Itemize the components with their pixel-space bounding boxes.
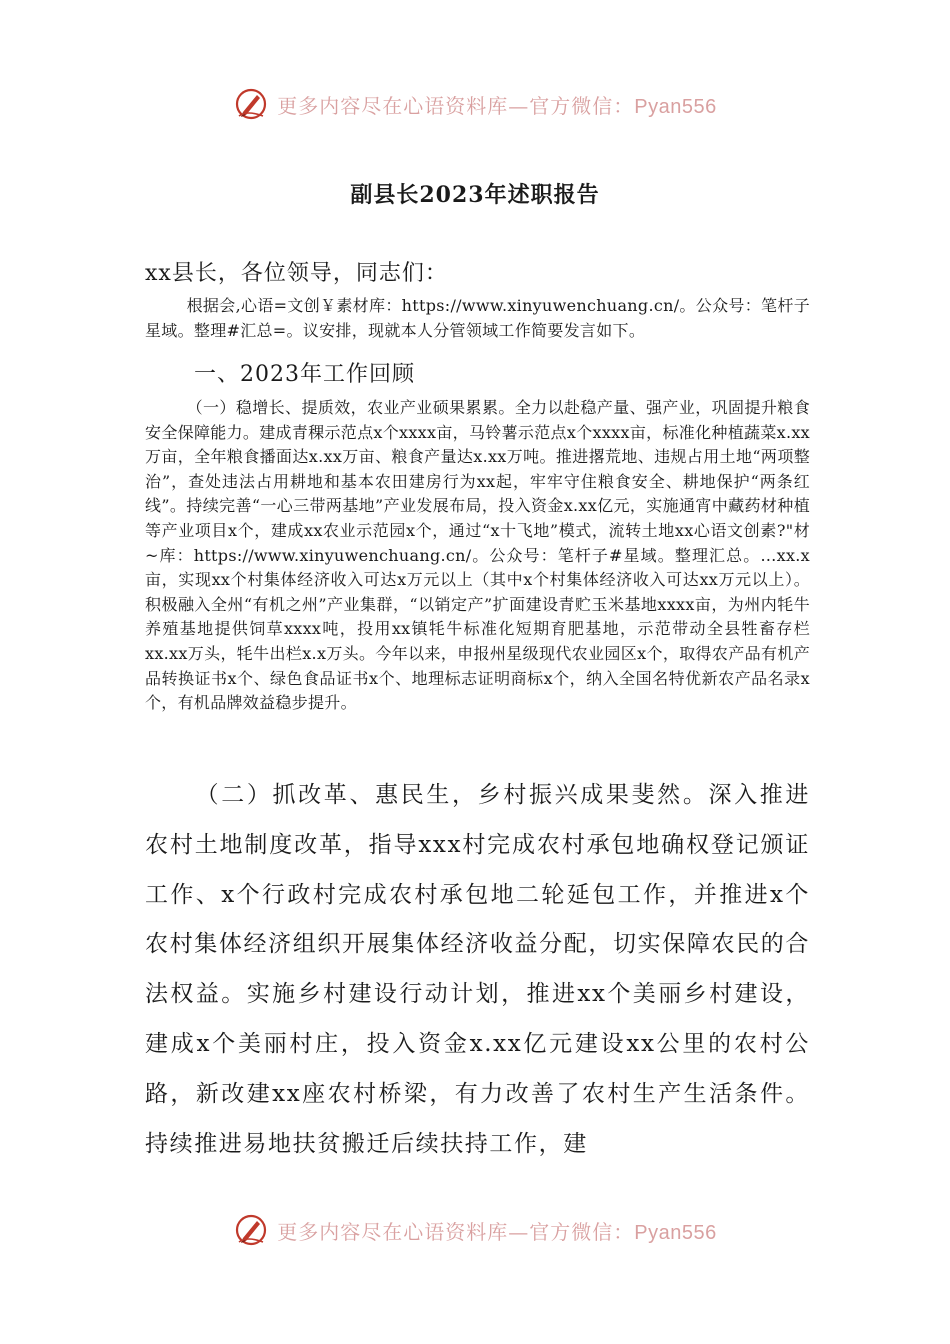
pen-circle-logo-icon [233, 1212, 269, 1248]
intro-paragraph: 根据会,心语=文创￥素材库：https://www.xinyuwenchuang.cn/。公众号：笔杆子星域。整理#汇总=。议安排，现就本人分管领域工作简要发言如下。 [145, 296, 810, 340]
body-paragraph-1: （一）稳增长、提质效，农业产业硕果累累。全力以赴稳产量、强产业，巩固提升粮食安全保障能力。建成青稞示范点x个xxxx亩，马铃薯示范点x个xxxx亩，标准化种植蔬菜x.xx万亩，全年粮食播面达x.xx万亩、粮食产量达x.xx万吨。推进撂荒地、违规占用土地“两项整治”，查处违法占用耕地和基本农田建房行为xx起，牢牢守住粮食安全、耕地保护“两条红线”。持续完善“一心三带两基地”产业发展布局，投入资金x.xx亿元，实施通宵中藏药材种植等产业项目x个，建成xx农业示范园x个，通过“x十飞地”模式，流转土地xx心语文创素?"材~库：https://www.xinyuwenchuang.cn/。公众号：笔杆子#星域。整理汇总。…xx.x亩，实现xx个村集体经济收入可达x万元以上（其中x个村集体经济收入可达xx万元以上）。积极融入全州“有机之州”产业集群，“以销定产”扩面建设青贮玉米基地xxxx亩，为州内牦牛养殖基地提供饲草xxxx吨，投用xx镇牦牛标准化短期育肥基地，示范带动全县牲畜存栏xx.xx万头，牦牛出栏x.x万头。今年以来，申报州星级现代农业园区x个，取得农产品有机产品转换证书x个、绿色食品证书x个、地理标志证明商标x个，纳入全国名特优新农产品名录x个，有机品牌效益稳步提升。 [145, 398, 810, 713]
section-heading: 一、2023年工作回顾 [194, 362, 415, 387]
watermark-text: 更多内容尽在心语资料库—官方微信：Pyan556 [277, 93, 717, 118]
header-watermark-banner [0, 82, 950, 126]
salutation: xx县长，各位领导，同志们： [145, 261, 448, 286]
watermark-text: 更多内容尽在心语资料库—官方微信：Pyan556 [277, 1219, 717, 1244]
document-title: 副县长2023年述职报告 [350, 182, 600, 208]
pen-circle-logo-icon [233, 86, 269, 122]
footer-watermark-banner [0, 1208, 950, 1252]
body-paragraph-2: （二）抓改革、惠民生，乡村振兴成果斐然。深入推进农村土地制度改革，指导xxx村完成农村承包地确权登记颁证工作、x个行政村完成农村承包地二轮延包工作，并推进x个农村集体经济组织开展集体经济收益分配，切实保障农民的合法权益。实施乡村建设行动计划，推进xx个美丽乡村建设，建成x个美丽村庄，投入资金x.xx亿元建设xx公里的农村公路，新改建xx座农村桥梁，有力改善了农村生产生活条件。持续推进易地扶贫搬迁后续扶持工作，建 [145, 782, 810, 1157]
